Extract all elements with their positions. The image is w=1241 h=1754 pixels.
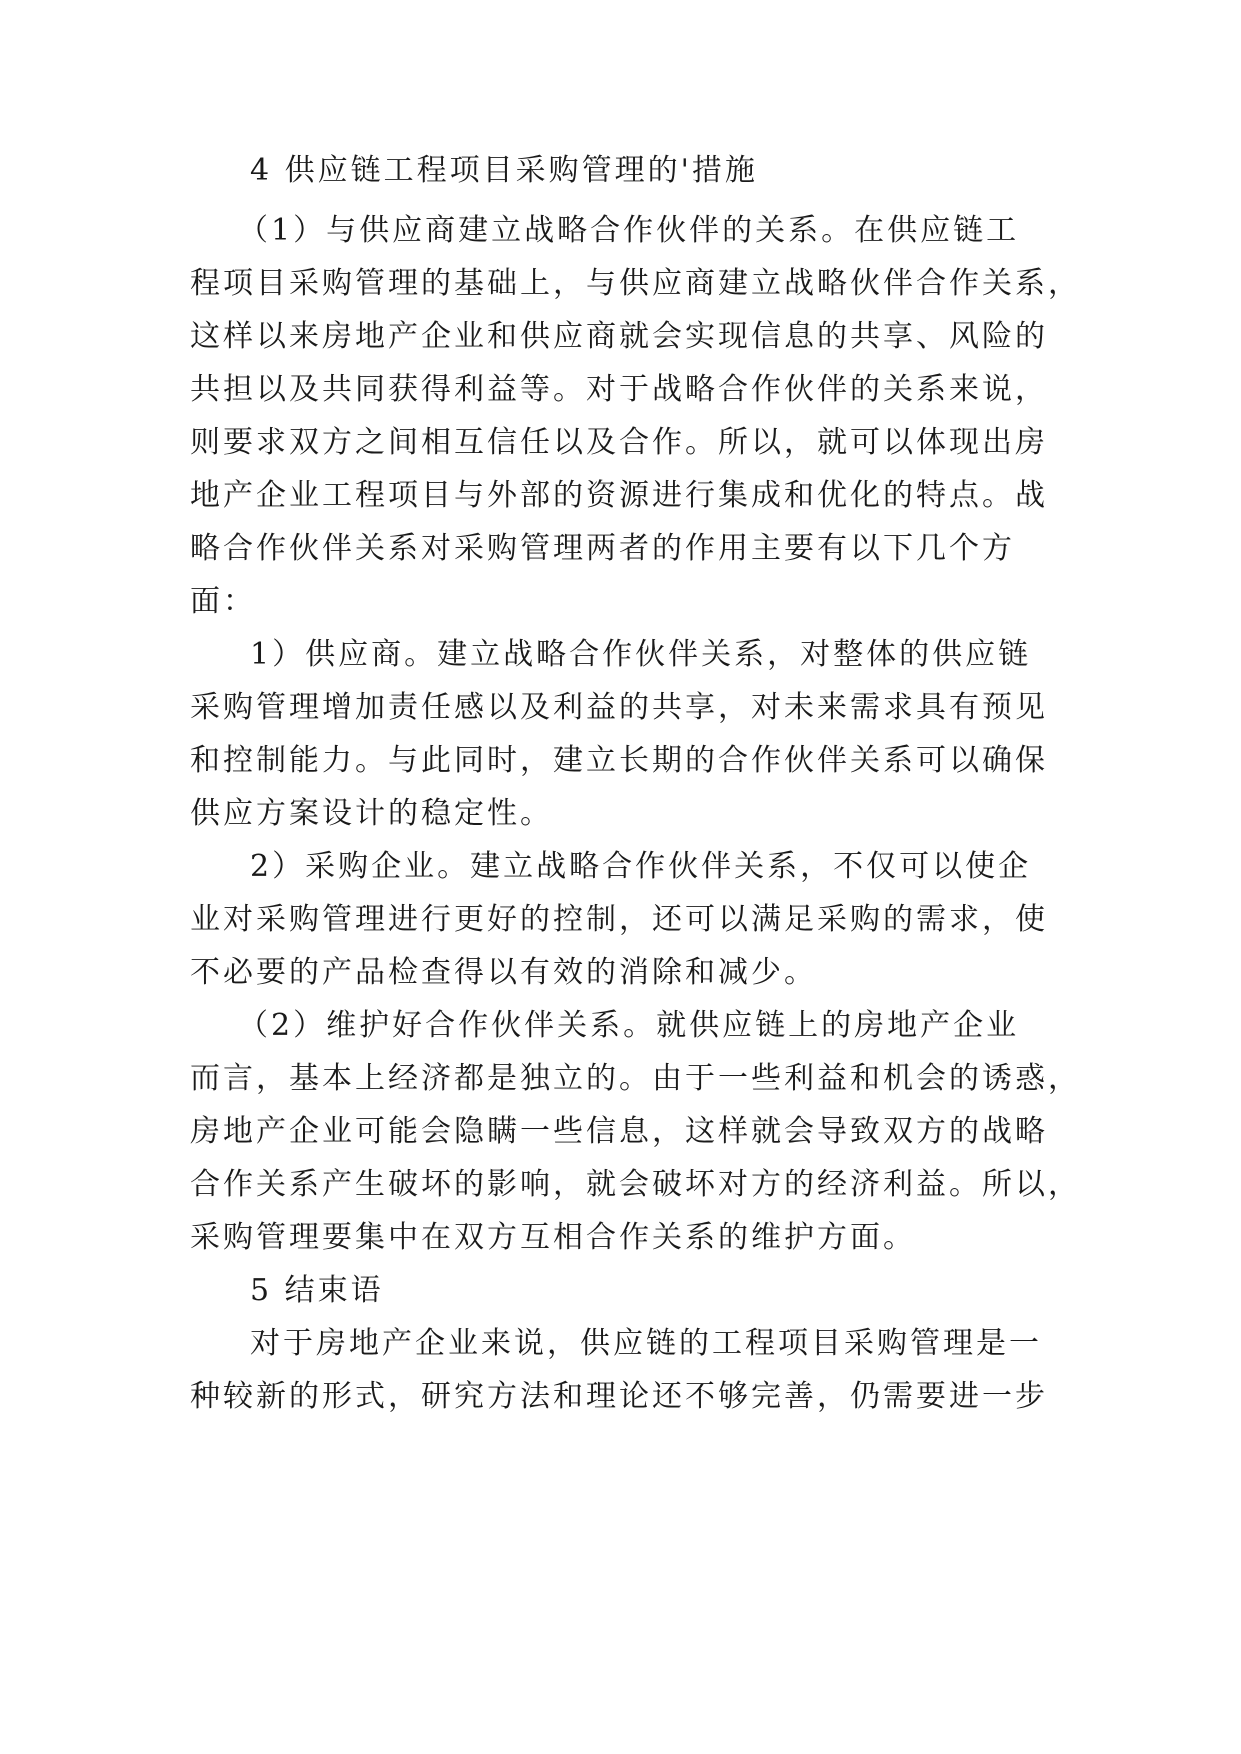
section-heading-5: 5 结束语: [250, 1273, 384, 1308]
paragraph-2-line: 供应方案设计的稳定性。: [190, 796, 553, 831]
paragraph-1-line: 则要求双方之间相互信任以及合作。所以，就可以体现出房: [190, 425, 1048, 460]
paragraph-3-line: 2）采购企业。建立战略合作伙伴关系，不仅可以使企: [250, 849, 1032, 884]
section-heading-4: 4 供应链工程项目采购管理的'措施: [250, 153, 758, 188]
paragraph-1-line: 共担以及共同获得利益等。对于战略合作伙伴的关系来说，: [190, 372, 1048, 407]
paragraph-1-line: 地产企业工程项目与外部的资源进行集成和优化的特点。战: [190, 478, 1048, 513]
paragraph-4-line: （2）维护好合作伙伴关系。就供应链上的房地产企业: [238, 1008, 1020, 1043]
paragraph-1-line: 这样以来房地产企业和供应商就会实现信息的共享、风险的: [190, 319, 1048, 354]
paragraph-4-line: 采购管理要集中在双方互相合作关系的维护方面。: [190, 1220, 916, 1255]
paragraph-4-line: 合作关系产生破坏的影响，就会破坏对方的经济利益。所以，: [190, 1167, 1081, 1202]
paragraph-4-line: 而言，基本上经济都是独立的。由于一些利益和机会的诱惑，: [190, 1061, 1081, 1096]
paragraph-4-line: 房地产企业可能会隐瞒一些信息，这样就会导致双方的战略: [190, 1114, 1048, 1149]
paragraph-5-line: 对于房地产企业来说，供应链的工程项目采购管理是一: [250, 1326, 1042, 1361]
paragraph-2-line: 和控制能力。与此同时，建立长期的合作伙伴关系可以确保: [190, 743, 1048, 778]
paragraph-3-line: 不必要的产品检查得以有效的消除和减少。: [190, 955, 817, 990]
paragraph-1-line: 略合作伙伴关系对采购管理两者的作用主要有以下几个方: [190, 531, 1015, 566]
paragraph-1-line: （1）与供应商建立战略合作伙伴的关系。在供应链工: [238, 213, 1020, 248]
paragraph-2-line: 采购管理增加责任感以及利益的共享，对未来需求具有预见: [190, 690, 1048, 725]
paragraph-1-line: 程项目采购管理的基础上，与供应商建立战略伙伴合作关系，: [190, 266, 1081, 301]
paragraph-5-line: 种较新的形式，研究方法和理论还不够完善，仍需要进一步: [190, 1379, 1048, 1414]
paragraph-3-line: 业对采购管理进行更好的控制，还可以满足采购的需求，使: [190, 902, 1048, 937]
paragraph-2-line: 1）供应商。建立战略合作伙伴关系，对整体的供应链: [250, 637, 1032, 672]
paragraph-1-line: 面：: [190, 584, 256, 619]
